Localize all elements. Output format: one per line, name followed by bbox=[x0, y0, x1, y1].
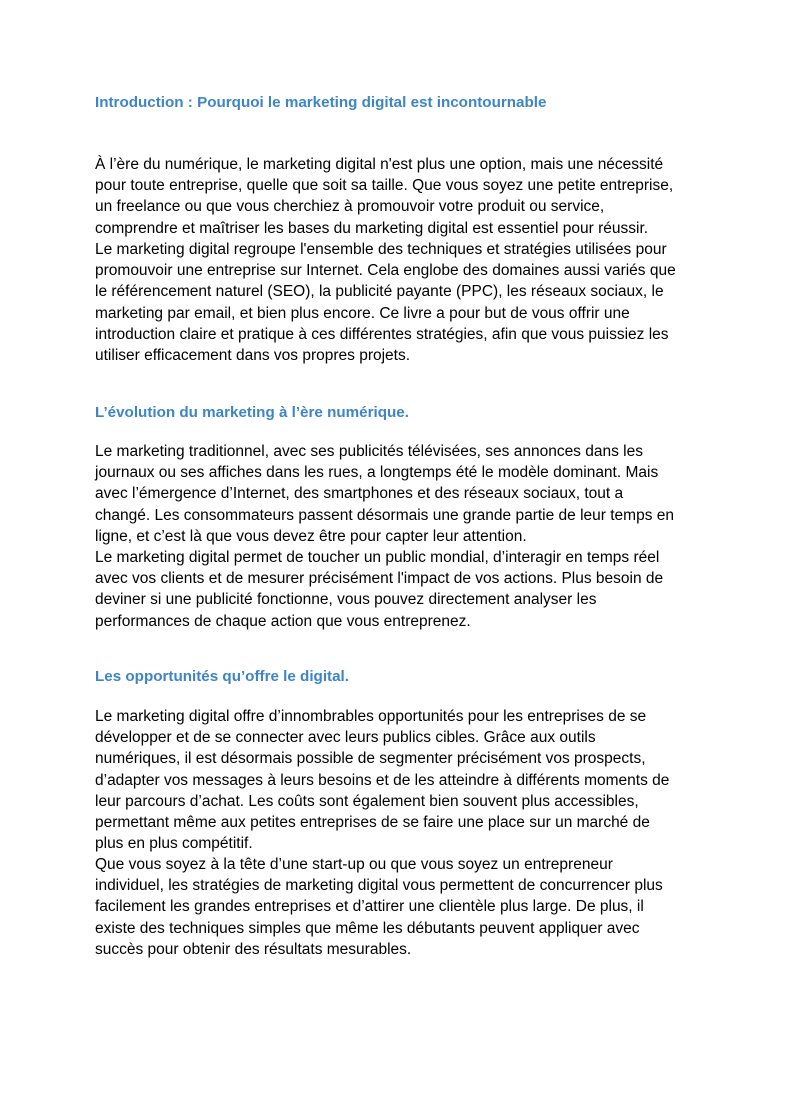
text-line: promouvoir une entreprise sur Internet. Cela englobe des domaines aussi variés que bbox=[95, 262, 676, 280]
text-line: Le marketing digital regroupe l'ensemble des techniques et stratégies utilisées pour bbox=[95, 241, 667, 258]
text-line: avec l’émergence d’Internet, des smartphones et des réseaux sociaux, tout a bbox=[95, 485, 624, 503]
text-line: le référencement naturel (SEO), la publicité payante (PPC), les réseaux sociaux, le bbox=[95, 283, 664, 301]
text-line: permettant même aux petites entreprises de se faire une place sur un marché de bbox=[95, 814, 650, 832]
text-line: un freelance ou que vous cherchiez à promouvoir votre produit ou service, bbox=[95, 198, 605, 216]
paragraph bbox=[95, 854, 663, 960]
paragraph bbox=[95, 706, 669, 854]
text-line: journaux ou ses affiches dans les rues, a longtemps été le modèle dominant. Mais bbox=[95, 464, 659, 482]
text-line: changé. Les consommateurs passent désormais une grande partie de leur temps en bbox=[95, 506, 675, 524]
paragraph bbox=[95, 154, 673, 239]
text-line: existe des techniques simples que même les débutants peuvent appliquer avec bbox=[95, 919, 640, 937]
text-line: utiliser efficacement dans vos propres projets. bbox=[95, 347, 411, 365]
text-line: d’adapter vos messages à leurs besoins et de les atteindre à différents moments de bbox=[95, 771, 670, 789]
text-line: Le marketing digital offre d’innombrables opportunités pour les entreprises de se bbox=[95, 708, 647, 725]
text-line: plus en plus compétitif. bbox=[95, 835, 253, 853]
text-line: numériques, il est désormais possible de segmenter précisément vos prospects, bbox=[95, 750, 646, 768]
text-line: développer et de se connecter avec leurs publics cibles. Grâce aux outils bbox=[95, 729, 596, 747]
paragraph bbox=[95, 239, 676, 366]
section-heading-opportunites: Les opportunités qu’offre le digital. bbox=[95, 668, 349, 685]
text-line: leur parcours d’achat. Les coûts sont également bien souvent plus accessibles, bbox=[95, 792, 639, 810]
text-line: Le marketing traditionnel, avec ses publicités télévisées, ses annonces dans les bbox=[95, 443, 643, 460]
paragraph bbox=[95, 441, 674, 547]
section-heading-introduction: Introduction : Pourquoi le marketing digital est incontournable bbox=[95, 94, 547, 111]
text-line: pour toute entreprise, quelle que soit sa taille. Que vous soyez une petite entreprise, bbox=[95, 177, 674, 195]
text-line: comprendre et maîtriser les bases du marketing digital est essentiel pour réussir. bbox=[95, 219, 649, 237]
text-line: performances de chaque action que vous entreprenez. bbox=[95, 612, 471, 630]
text-line: À l’ère du numérique, le marketing digital n'est plus une option, mais une nécessité bbox=[95, 156, 664, 173]
text-line: avec vos clients et de mesurer précisément l'impact de vos actions. Plus besoin de bbox=[95, 570, 664, 588]
text-line: facilement les grandes entreprises et d’attirer une clientèle plus large. De plus, il bbox=[95, 898, 644, 916]
text-line: marketing par email, et bien plus encore. Ce livre a pour but de vous offrir une bbox=[95, 304, 630, 322]
text-line: introduction claire et pratique à ces différentes stratégies, afin que vous puissiez les bbox=[95, 325, 669, 343]
text-line: ligne, et c’est là que vous devez être pour capter leur attention. bbox=[95, 527, 527, 545]
text-line: Le marketing digital permet de toucher un public mondial, d’interagir en temps réel bbox=[95, 549, 660, 566]
text-line: individuel, les stratégies de marketing digital vous permettent de concurrencer plus bbox=[95, 877, 663, 895]
text-line: Que vous soyez à la tête d’une start-up ou que vous soyez un entrepreneur bbox=[95, 856, 613, 873]
text-line: succès pour obtenir des résultats mesurables. bbox=[95, 940, 412, 958]
paragraph bbox=[95, 547, 663, 632]
section-heading-evolution: L’évolution du marketing à l’ère numérique. bbox=[95, 404, 409, 421]
text-line: deviner si une publicité fonctionne, vous pouvez directement analyser les bbox=[95, 591, 597, 609]
